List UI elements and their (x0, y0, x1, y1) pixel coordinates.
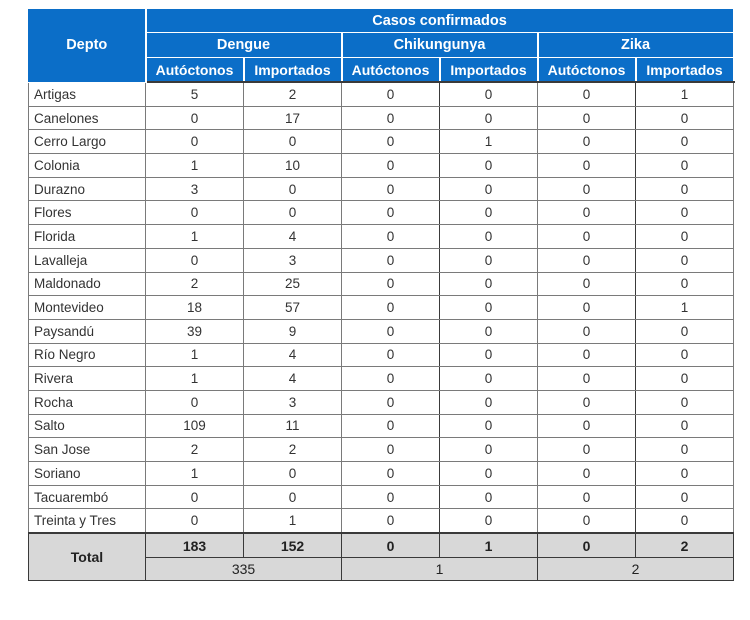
chikungunya-importados-header: Importados (440, 58, 538, 83)
row-value-cell: 0 (342, 438, 440, 462)
table-row (29, 462, 734, 486)
row-value-cell: 0 (538, 367, 636, 391)
table-body (29, 82, 734, 533)
row-value-cell: 0 (538, 319, 636, 343)
table-row (29, 390, 734, 414)
row-value-cell: 0 (440, 248, 538, 272)
row-depto-name: Florida (29, 225, 146, 249)
row-value-cell: 0 (342, 462, 440, 486)
row-value-cell: 0 (244, 130, 342, 154)
row-value-cell: 0 (636, 509, 734, 533)
row-value-cell: 1 (146, 343, 244, 367)
row-depto-name: Treinta y Tres (29, 509, 146, 533)
row-value-cell: 2 (244, 82, 342, 106)
total-chikungunya-importados: 1 (440, 533, 538, 558)
row-value-cell: 0 (342, 130, 440, 154)
row-value-cell: 0 (146, 201, 244, 225)
row-value-cell: 0 (342, 225, 440, 249)
zika-autoctonos-header: Autóctonos (538, 58, 636, 83)
row-value-cell: 17 (244, 106, 342, 130)
row-value-cell: 3 (146, 177, 244, 201)
row-value-cell: 0 (342, 82, 440, 106)
row-depto-name: Colonia (29, 154, 146, 178)
row-value-cell: 1 (636, 296, 734, 320)
dengue-importados-header: Importados (244, 58, 342, 83)
row-value-cell: 0 (342, 414, 440, 438)
row-value-cell: 0 (440, 272, 538, 296)
row-value-cell: 0 (440, 390, 538, 414)
row-value-cell: 0 (636, 201, 734, 225)
row-depto-name: Rivera (29, 367, 146, 391)
depto-header: Depto (29, 9, 146, 83)
row-value-cell: 0 (538, 130, 636, 154)
table-row (29, 106, 734, 130)
row-depto-name: Durazno (29, 177, 146, 201)
total-chikungunya-sum: 1 (342, 558, 538, 581)
row-value-cell: 0 (342, 248, 440, 272)
row-value-cell: 0 (146, 485, 244, 509)
row-value-cell: 0 (342, 296, 440, 320)
row-value-cell: 0 (342, 367, 440, 391)
table-row (29, 319, 734, 343)
zika-importados-header: Importados (636, 58, 734, 83)
row-value-cell: 0 (636, 130, 734, 154)
total-dengue-autoctonos: 183 (146, 533, 244, 558)
total-zika-autoctonos: 0 (538, 533, 636, 558)
row-value-cell: 0 (342, 154, 440, 178)
table-row (29, 154, 734, 178)
row-value-cell: 57 (244, 296, 342, 320)
row-value-cell: 0 (146, 130, 244, 154)
row-value-cell: 1 (244, 509, 342, 533)
row-value-cell: 1 (636, 82, 734, 106)
row-value-cell: 25 (244, 272, 342, 296)
casos-confirmados-header: Casos confirmados (146, 9, 734, 33)
total-dengue-importados: 152 (244, 533, 342, 558)
row-depto-name: Montevideo (29, 296, 146, 320)
table-row (29, 485, 734, 509)
row-value-cell: 0 (440, 462, 538, 486)
table-row (29, 414, 734, 438)
row-value-cell: 0 (342, 319, 440, 343)
row-depto-name: Salto (29, 414, 146, 438)
row-value-cell: 0 (538, 485, 636, 509)
row-value-cell: 0 (342, 106, 440, 130)
row-value-cell: 1 (146, 462, 244, 486)
total-label: Total (29, 533, 146, 581)
row-value-cell: 0 (538, 390, 636, 414)
row-value-cell: 0 (636, 462, 734, 486)
table-row (29, 82, 734, 106)
row-value-cell: 0 (342, 343, 440, 367)
dengue-autoctonos-header: Autóctonos (146, 58, 244, 83)
row-depto-name: Soriano (29, 462, 146, 486)
row-value-cell: 1 (146, 367, 244, 391)
row-value-cell: 0 (538, 509, 636, 533)
row-value-cell: 0 (538, 438, 636, 462)
table-row (29, 272, 734, 296)
row-value-cell: 0 (636, 272, 734, 296)
row-value-cell: 2 (146, 272, 244, 296)
dengue-header: Dengue (146, 33, 342, 58)
row-value-cell: 10 (244, 154, 342, 178)
row-value-cell: 0 (538, 201, 636, 225)
row-value-cell: 0 (342, 485, 440, 509)
cases-table (28, 8, 735, 581)
row-value-cell: 0 (440, 485, 538, 509)
row-value-cell: 18 (146, 296, 244, 320)
row-value-cell: 0 (146, 248, 244, 272)
row-depto-name: Paysandú (29, 319, 146, 343)
row-value-cell: 0 (440, 225, 538, 249)
row-value-cell: 0 (440, 343, 538, 367)
row-value-cell: 0 (538, 225, 636, 249)
row-value-cell: 0 (244, 462, 342, 486)
row-value-cell: 0 (636, 177, 734, 201)
table-row (29, 248, 734, 272)
row-value-cell: 0 (440, 319, 538, 343)
row-value-cell: 0 (538, 106, 636, 130)
row-value-cell: 0 (440, 414, 538, 438)
row-depto-name: Artigas (29, 82, 146, 106)
row-value-cell: 0 (636, 485, 734, 509)
row-depto-name: Rocha (29, 390, 146, 414)
row-value-cell: 0 (636, 154, 734, 178)
row-value-cell: 3 (244, 390, 342, 414)
row-value-cell: 0 (538, 177, 636, 201)
row-depto-name: Cerro Largo (29, 130, 146, 154)
table-row (29, 201, 734, 225)
row-value-cell: 109 (146, 414, 244, 438)
table-row (29, 367, 734, 391)
row-value-cell: 1 (146, 154, 244, 178)
table-row (29, 225, 734, 249)
table-row (29, 296, 734, 320)
row-value-cell: 0 (538, 462, 636, 486)
row-value-cell: 0 (538, 248, 636, 272)
row-value-cell: 0 (440, 201, 538, 225)
row-value-cell: 2 (244, 438, 342, 462)
table-row (29, 343, 734, 367)
row-value-cell: 0 (440, 367, 538, 391)
row-value-cell: 0 (342, 201, 440, 225)
chikungunya-header: Chikungunya (342, 33, 538, 58)
row-value-cell: 0 (538, 296, 636, 320)
row-value-cell: 0 (636, 343, 734, 367)
total-zika-importados: 2 (636, 533, 734, 558)
row-value-cell: 0 (440, 177, 538, 201)
row-value-cell: 0 (244, 485, 342, 509)
table-row (29, 177, 734, 201)
row-value-cell: 0 (440, 154, 538, 178)
row-depto-name: Lavalleja (29, 248, 146, 272)
total-chikungunya-autoctonos: 0 (342, 533, 440, 558)
table-row (29, 509, 734, 533)
row-value-cell: 0 (440, 296, 538, 320)
row-value-cell: 0 (342, 272, 440, 296)
row-value-cell: 0 (146, 106, 244, 130)
row-value-cell: 0 (146, 509, 244, 533)
row-value-cell: 1 (146, 225, 244, 249)
row-depto-name: Maldonado (29, 272, 146, 296)
row-value-cell: 0 (636, 414, 734, 438)
row-value-cell: 9 (244, 319, 342, 343)
row-value-cell: 5 (146, 82, 244, 106)
row-value-cell: 4 (244, 367, 342, 391)
chikungunya-autoctonos-header: Autóctonos (342, 58, 440, 83)
row-value-cell: 0 (342, 509, 440, 533)
row-depto-name: San Jose (29, 438, 146, 462)
row-value-cell: 0 (440, 509, 538, 533)
row-depto-name: Flores (29, 201, 146, 225)
row-value-cell: 0 (342, 390, 440, 414)
row-value-cell: 4 (244, 225, 342, 249)
row-value-cell: 0 (538, 272, 636, 296)
row-value-cell: 39 (146, 319, 244, 343)
row-value-cell: 0 (440, 82, 538, 106)
row-value-cell: 11 (244, 414, 342, 438)
row-value-cell: 0 (636, 319, 734, 343)
row-value-cell: 0 (636, 106, 734, 130)
row-value-cell: 0 (538, 414, 636, 438)
row-value-cell: 0 (636, 438, 734, 462)
row-value-cell: 0 (440, 438, 538, 462)
table-row (29, 438, 734, 462)
row-value-cell: 1 (440, 130, 538, 154)
row-depto-name: Tacuarembó (29, 485, 146, 509)
row-value-cell: 0 (538, 82, 636, 106)
row-value-cell: 0 (440, 106, 538, 130)
row-value-cell: 3 (244, 248, 342, 272)
table-row (29, 130, 734, 154)
row-value-cell: 0 (538, 154, 636, 178)
row-value-cell: 2 (146, 438, 244, 462)
row-value-cell: 0 (636, 390, 734, 414)
row-value-cell: 0 (636, 248, 734, 272)
zika-header: Zika (538, 33, 734, 58)
row-value-cell: 0 (244, 201, 342, 225)
row-value-cell: 0 (636, 367, 734, 391)
row-depto-name: Canelones (29, 106, 146, 130)
row-value-cell: 0 (538, 343, 636, 367)
total-zika-sum: 2 (538, 558, 734, 581)
row-value-cell: 0 (146, 390, 244, 414)
total-dengue-sum: 335 (146, 558, 342, 581)
row-value-cell: 4 (244, 343, 342, 367)
row-value-cell: 0 (636, 225, 734, 249)
row-value-cell: 0 (342, 177, 440, 201)
row-value-cell: 0 (244, 177, 342, 201)
row-depto-name: Río Negro (29, 343, 146, 367)
